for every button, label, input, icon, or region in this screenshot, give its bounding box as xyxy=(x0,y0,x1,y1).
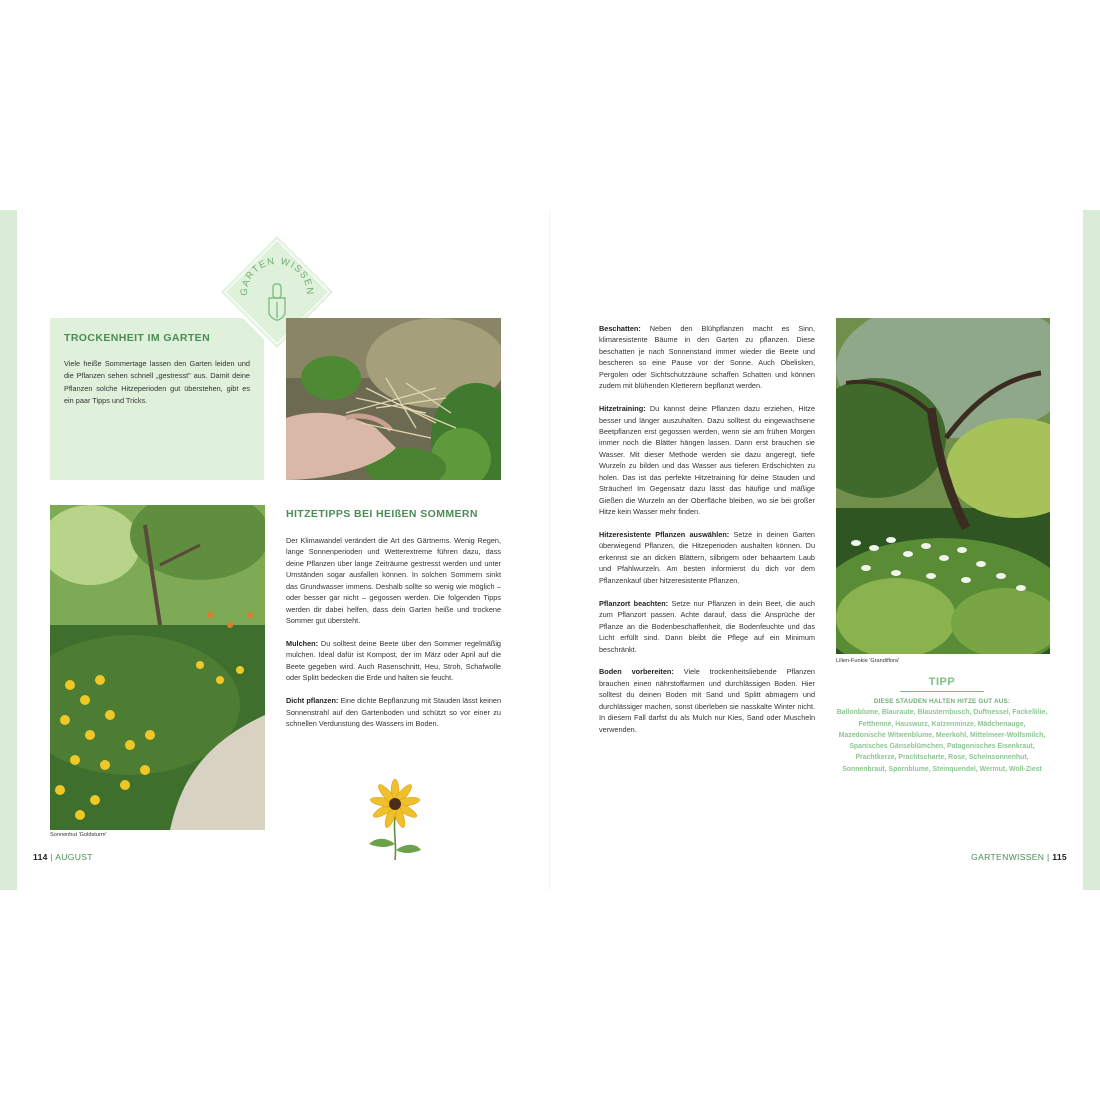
section-title: HITZETIPPS BEI HEIßEN SOMMERN xyxy=(286,508,478,520)
paragraph-beschatten xyxy=(599,323,815,392)
paragraph-label: Boden vorbereiten: xyxy=(599,667,674,677)
folio-right-label: GARTENWISSEN | xyxy=(971,852,1050,862)
paragraph-label: Hitzeresistente Pflanzen auswählen: xyxy=(599,530,730,540)
funkie-caption: Lilien-Funkie 'Grandiflora' xyxy=(836,658,900,664)
paragraph-body: Setze in deinen Garten überwiegend Pflanzen, die Hitzeperioden aushalten können. Du erkennst sie an dicken Blättern, silbrigem oder behaartem Laub und Pfahlwurzeln. Am besten informierst du dich vor dem Pflanzenkauf über hitzeresistente Pflanzen. xyxy=(599,530,815,585)
left-page-edge xyxy=(0,210,17,890)
badge-label: GARTEN WISSEN xyxy=(238,255,316,297)
tipp-plant-list: Ballonblume, Blauraute, Blausternbusch, Duftnessel, Fackellilie, Fetthenne, Hauswurz, Katzenminze, Mädchenauge, Mazedonische Witwenblume, Meerkohl, Mittelmeer-Wolfsmilch, Spanisches Gänseblümchen, Patagonisches Eisenkraut, Prachtkerze, Prachtscharte, Rose, Scheinsonnenhut, Sonnenbraut, Spornblume, Steinquendel, Wermut, Woll-Ziest xyxy=(836,709,1048,773)
paragraph-body: Du solltest deine Beete über den Sommer regelmäßig mulchen. Ideal dafür ist Kompost, der im März oder April auf die Beete gegeben wird. Auch Rasenschnitt, Heu, Stroh, Schafwolle oder Splitt bedecken die Erde und halten sie feucht. xyxy=(286,639,501,683)
paragraph-label: Pflanzort beachten: xyxy=(599,598,669,608)
paragraph-label: Dicht pflanzen: xyxy=(286,696,339,706)
folio-left xyxy=(33,852,93,862)
info-box-title: TROCKENHEIT IM GARTEN xyxy=(64,332,211,344)
paragraph-label: Beschatten: xyxy=(599,324,641,333)
tipp-text xyxy=(836,696,1048,775)
info-box-text: Viele heiße Sommertage lassen den Garten leiden und die Pflanzen sehen schnell „gestresst" aus. Damit deine Pflanzen solche Hitzeperioden gut überstehen, gibt es ein paar Tipps und Tricks. xyxy=(64,359,250,406)
paragraph-hitzetraining xyxy=(599,403,815,518)
funkie-photo xyxy=(836,318,1050,654)
paragraph-hitzeresistente xyxy=(599,529,815,586)
sonnenhut-caption: Sonnenhut 'Goldsturm' xyxy=(50,832,107,838)
paragraph-boden xyxy=(599,666,815,735)
paragraph-dicht-pflanzen xyxy=(286,695,501,729)
paragraph-body: Du kannst deine Pflanzen dazu erziehen, Hitze besser und länger auszuhalten. Dazu solltest du eingewachsene Beetpflanzen erst gegossen werden, wenn sie am frühen Morgen immer noch die Blätter hängen lassen. Dann erst brauchen sie Wasser. Mit dieser Methode werden sie dazu angeregt, tiefe Wurzeln zu bilden und das Wasser aus tieferen Erdschichten zu holen. Das ist das perfekte Hitzetraining für deine Stauden und Sträucher! Im Gegensatz dazu lässt das häufige und mäßige Gießen die Wurzeln an der Oberfläche bleiben, wo sie bei großer Hitze kein Wasser mehr finden. xyxy=(599,404,815,517)
mulch-photo xyxy=(286,318,501,480)
paragraph-label: Hitzetraining: xyxy=(599,404,646,414)
page-number-left: 114 xyxy=(33,852,48,862)
paragraph-body: Viele trockenheitsliebende Pflanzen brauchen einen nährstoffarmen und durchlässigen Boden. Hier solltest du deinen Boden mit Sand und Splitt abmagern und durchlässiger machen, sonst überleben sie nasskalte Winter nicht. In diesem Fall darfst du als Mulch nur Kies, Sand oder Muscheln verwenden. xyxy=(599,667,815,734)
right-page-edge xyxy=(1083,210,1100,890)
paragraph-body: Eine dichte Bepflanzung mit Stauden lässt keinen Sonnenstrahl auf den Gartenboden und schützt so vor einer zu schnellen Verdunstung des Wassers im Boden. xyxy=(286,696,501,729)
tipp-divider xyxy=(900,691,984,692)
page-number-right: 115 xyxy=(1052,852,1067,862)
right-text-column xyxy=(599,323,815,746)
paragraph-mulchen xyxy=(286,638,501,684)
book-gutter xyxy=(549,210,551,890)
paragraph-label: Mulchen: xyxy=(286,639,319,649)
paragraph-body: Setze nur Pflanzen in dein Beet, die auch zum Pflanzort passen. Achte darauf, dass die Ansprüche der Pflanze an die Bodenbeschaffenheit, die Bodenfeuchte und das Licht erfüllt sind. Dann bleibt die Pflege auf ein Minimum beschränkt. xyxy=(599,598,815,654)
tipp-title: TIPP xyxy=(928,676,956,688)
paragraph-body: Neben den Blühpflanzen macht es Sinn, klimaresistente Bäume in den Garten zu pflanzen. Diese beschatten je nach Sonnenstand immer wieder die Beete und bescheren so eine Pause vor der Sonne. Auch Obelisken, Pergolen oder Sichtschutzzäune schaffen Schatten und können zudem mit blühenden Kletterern bepflanzt werden. xyxy=(599,324,815,391)
folio-left-label: | AUGUST xyxy=(50,852,93,862)
flower-illustration xyxy=(355,778,435,860)
tipp-heading: DIESE STAUDEN HALTEN HITZE GUT AUS: xyxy=(873,698,1011,705)
sonnenhut-photo xyxy=(50,505,265,830)
paragraph-intro: Der Klimawandel verändert die Art des Gärtnerns. Wenig Regen, lange Sonnenperioden und Wetterextreme führen dazu, dass deine Pflanzen über lange Zeiträume gestresst werden und unter Umständen sogar ausfallen können. In solchen Sommern sinkt das Grundwasser immens. Deshalb sollte so wenig wie möglich – oder besser gar nicht – gegossen werden. Die folgenden Tipps werden dir dabei helfen, dass dein Garten heiße und trockene Sommer gut übersteht. xyxy=(286,536,501,626)
paragraph-pflanzort xyxy=(599,598,815,655)
left-text-column xyxy=(286,535,501,741)
folio-right xyxy=(971,852,1067,862)
